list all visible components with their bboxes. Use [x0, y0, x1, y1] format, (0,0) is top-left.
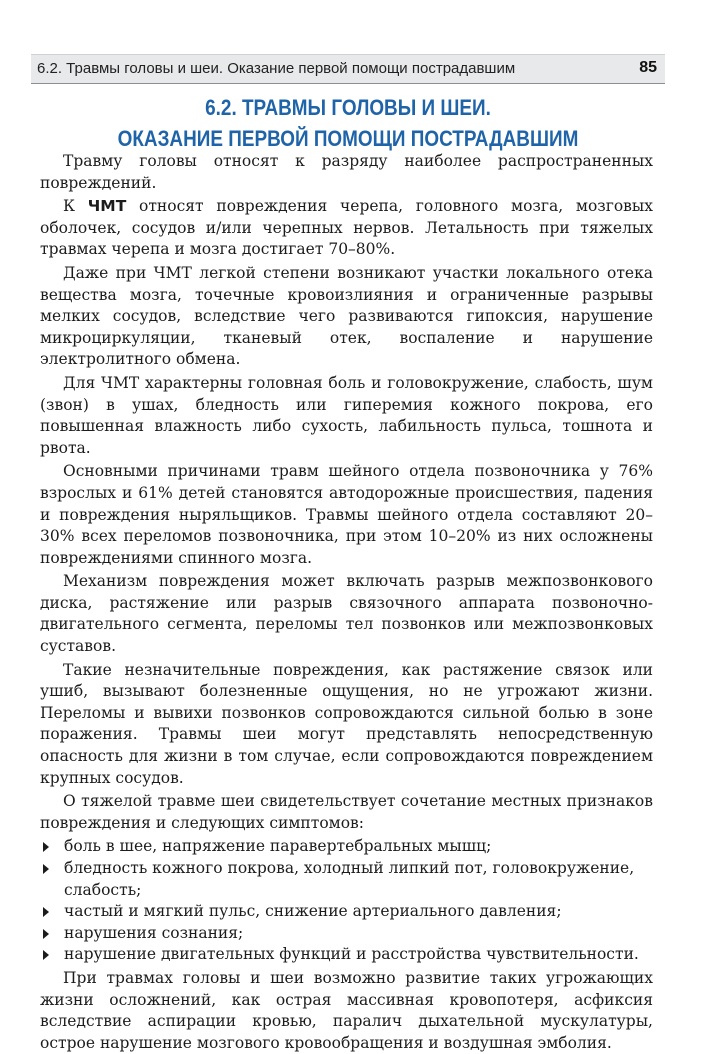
list-item — [40, 944, 653, 966]
triangle-bullet-icon — [43, 929, 49, 939]
running-title: 6.2. Травмы головы и шеи. Оказание первой помощи пострадавшим — [37, 60, 516, 77]
paragraph-7: Такие незначительные повреждения, как растяжение связок или ушиб, вызывают болезненные ощущения, но не угрожают жизни. Переломы и вывихи позвонков сопровождаются сильной болью в зоне поражения. Травмы шеи могут представлять непосредственную опасность для жизни в том случае, если сопровождаются повреждением крупных сосудов. — [40, 660, 653, 787]
body-text — [40, 151, 653, 1054]
list-item — [40, 858, 653, 901]
list-item-text: нарушения сознания; — [64, 923, 244, 942]
list-item-text: частый и мягкий пульс, снижение артериального давления; — [64, 902, 562, 921]
page-number: 85 — [639, 59, 657, 76]
list-item-text: боль в шее, напряжение паравертебральных мышц; — [64, 837, 492, 856]
paragraph-4: Для ЧМТ характерны головная боль и головокружение, слабость, шум (звон) в ушах, бледность или гиперемия кожного покрова, его повышенная влажность либо сухость, лабильность пульса, тошнота и рвота. — [40, 373, 653, 457]
running-header — [31, 54, 665, 84]
paragraph-6: Механизм повреждения может включать разрыв межпозвонкового диска, растяжение или разрыв связочного аппарата позвоночно-двигательного сегмента, переломы тел позвонков или межпозвонковых суставов. — [40, 572, 653, 656]
list-item — [40, 836, 653, 858]
list-item-text: бледность кожного покрова, холодный липкий пот, головокружение, слабость; — [64, 859, 635, 899]
paragraph-5: Основными причинами травм шейного отдела позвоночника у 76% взрослых и 61% детей становятся автодорожные происшествия, падения и повреждения ныряльщиков. Травмы шейного отдела составляют 20–30% всех переломов позвоночника, при этом 10–20% из них осложнены повреждениями спинного мозга. — [40, 462, 653, 567]
triangle-bullet-icon — [43, 950, 49, 960]
symptom-list — [40, 836, 653, 966]
list-item-text: нарушение двигательных функций и расстройства чувствительности. — [64, 945, 639, 964]
term-chmt: ЧМТ — [87, 197, 127, 216]
paragraph-2 — [40, 196, 653, 261]
section-title-line-2: ОКАЗАНИЕ ПЕРВОЙ ПОМОЩИ ПОСТРАДАВШИМ — [117, 126, 579, 151]
paragraph-2-start: К — [63, 197, 88, 216]
paragraph-8: О тяжелой травме шеи свидетельствует сочетание местных признаков повреждения и следующих симптомов: — [40, 792, 653, 832]
triangle-bullet-icon — [43, 864, 49, 874]
triangle-bullet-icon — [43, 907, 49, 917]
list-item — [40, 923, 653, 945]
section-title — [31, 92, 665, 154]
paragraph-9: При травмах головы и шеи возможно развитие таких угрожающих жизни осложнений, как острая массивная кровопотеря, асфиксия вследствие аспирации кровью, паралич дыхательной мускулатуры, острое нарушение мозгового кровообращения и воздушная эмболия. — [40, 968, 653, 1052]
paragraph-3: Даже при ЧМТ легкой степени возникают участки локального отека вещества мозга, точечные кровоизлияния и ограниченные разрывы мелких сосудов, вследствие чего развиваются гипоксия, нарушение микроциркуляции, тканевый отек, воспаление и нарушение электролитного обмена. — [40, 263, 653, 369]
triangle-bullet-icon — [43, 842, 49, 852]
paragraph-1: Травму головы относят к разряду наиболее распространенных повреждений. — [40, 152, 653, 192]
paragraph-2-rest: относят повреждения черепа, головного мозга, мозговых оболочек, сосудов и/или черепных нервов. Летальность при тяжелых травмах черепа и мозга достигает 70–80%. — [40, 197, 653, 259]
list-item — [40, 901, 653, 923]
section-title-line-1: 6.2. ТРАВМЫ ГОЛОВЫ И ШЕИ. — [205, 95, 491, 120]
